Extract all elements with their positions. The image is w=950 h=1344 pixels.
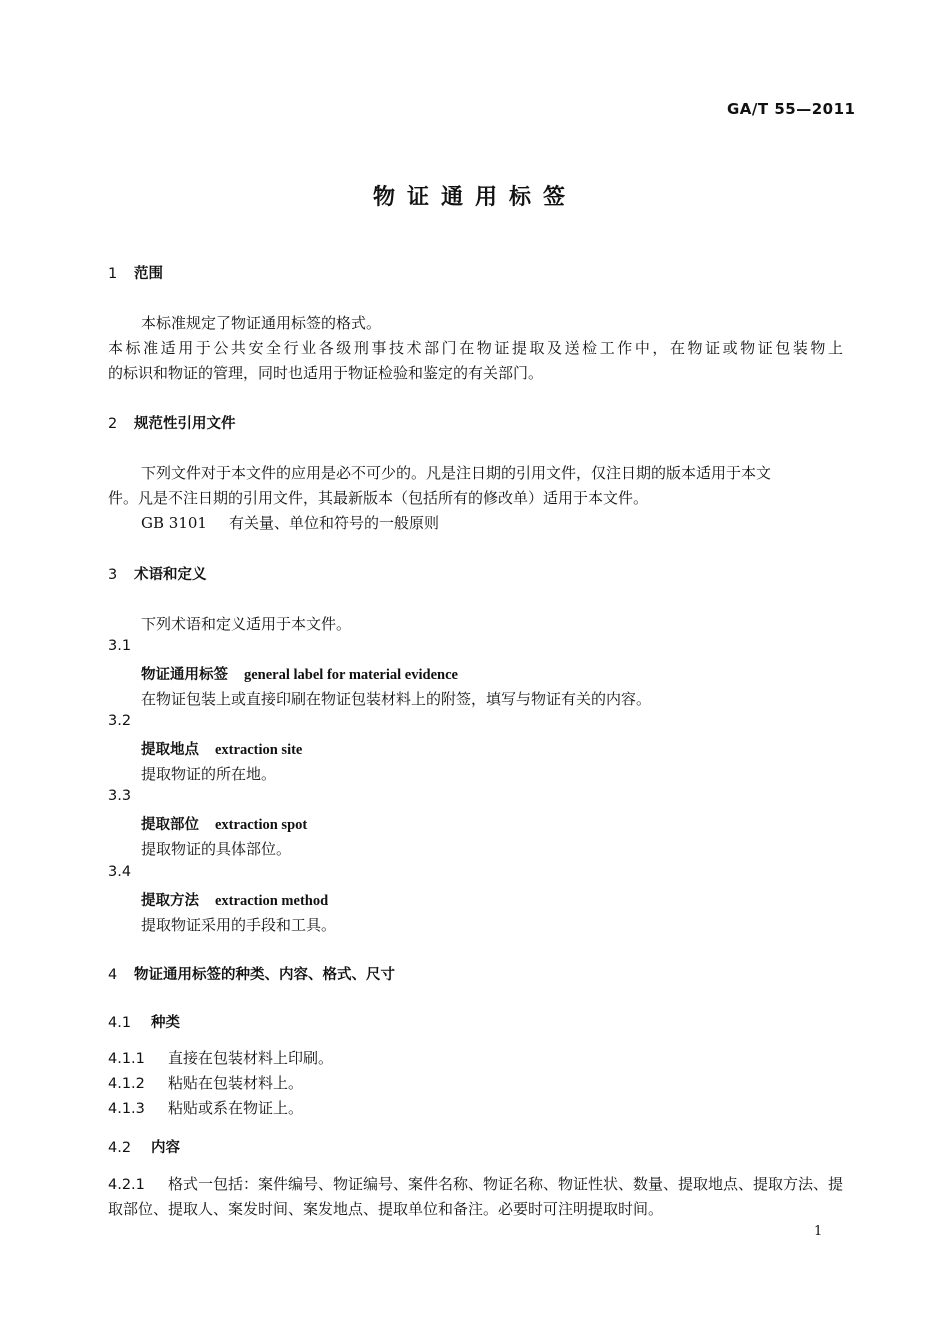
list-item (108, 1173, 843, 1194)
term-en: extraction site (215, 742, 303, 758)
term-en: extraction spot (215, 817, 308, 833)
term-number: 3.4 (108, 864, 132, 880)
subsection-title: 内容 (151, 1140, 180, 1156)
list-item (108, 1072, 303, 1093)
term-definition: 在物证包装上或直接印刷在物证包装材料上的附签，填写与物证有关的内容。 (141, 690, 652, 708)
subsection-title: 种类 (151, 1015, 180, 1031)
section-1-heading (108, 262, 163, 283)
subsection-number: 4.1 (108, 1015, 132, 1031)
term-definition: 提取物证的具体部位。 (141, 840, 292, 858)
section-number: 4 (108, 967, 118, 983)
paragraph: 本标准适用于公共安全行业各级刑事技术部门在物证提取及送检工作中，在物证或物证包装物上 (108, 339, 843, 357)
normative-reference (141, 512, 439, 533)
section-number: 1 (108, 266, 118, 282)
term-zh: 提取方法 (141, 893, 199, 909)
subsection-4-1-heading (108, 1011, 180, 1032)
term-zh: 物证通用标签 (141, 667, 228, 683)
item-text: 直接在包装材料上印刷。 (168, 1049, 334, 1067)
term-entry (141, 813, 307, 834)
term-en: general label for material evidence (244, 667, 458, 683)
item-number: 4.1.1 (108, 1051, 145, 1067)
section-title: 术语和定义 (134, 567, 207, 583)
term-number: 3.3 (108, 788, 132, 804)
term-entry (141, 889, 328, 910)
list-item (108, 1097, 303, 1118)
paragraph: 本标准规定了物证通用标签的格式。 (141, 314, 382, 332)
paragraph: 的标识和物证的管理，同时也适用于物证检验和鉴定的有关部门。 (108, 364, 544, 382)
section-2-heading (108, 412, 236, 433)
reference-code: GB 3101 (141, 514, 207, 532)
document-title: 物证通用标签 (372, 185, 577, 210)
standard-code: GA/T 55—2011 (727, 100, 856, 118)
term-number: 3.1 (108, 638, 132, 654)
section-3-heading (108, 563, 207, 584)
paragraph: 下列术语和定义适用于本文件。 (141, 615, 352, 633)
section-4-heading (108, 963, 395, 984)
paragraph: 取部位、提取人、案发时间、案发地点、提取单位和备注。必要时可注明提取时间。 (108, 1200, 664, 1218)
term-definition: 提取物证的所在地。 (141, 765, 277, 783)
paragraph: 下列文件对于本文件的应用是必不可少的。凡是注日期的引用文件，仅注日期的版本适用于本文 (141, 464, 772, 482)
term-zh: 提取部位 (141, 817, 199, 833)
item-number: 4.2.1 (108, 1177, 145, 1193)
reference-title: 有关量、单位和符号的一般原则 (228, 514, 439, 532)
section-number: 3 (108, 567, 118, 583)
term-definition: 提取物证采用的手段和工具。 (141, 916, 337, 934)
section-title: 物证通用标签的种类、内容、格式、尺寸 (134, 967, 395, 983)
item-text: 粘贴或系在物证上。 (168, 1099, 304, 1117)
item-number: 4.1.3 (108, 1101, 145, 1117)
term-zh: 提取地点 (141, 742, 199, 758)
item-number: 4.1.2 (108, 1076, 145, 1092)
subsection-number: 4.2 (108, 1140, 132, 1156)
section-title: 规范性引用文件 (134, 416, 236, 432)
section-number: 2 (108, 416, 118, 432)
item-text: 格式一包括：案件编号、物证编号、案件名称、物证名称、物证性状、数量、提取地点、提取方法、提 (168, 1175, 844, 1193)
subsection-4-2-heading (108, 1136, 180, 1157)
page-number: 1 (814, 1224, 823, 1239)
item-text: 粘贴在包装材料上。 (168, 1074, 304, 1092)
term-entry (141, 663, 458, 684)
paragraph: 件。凡是不注日期的引用文件，其最新版本（包括所有的修改单）适用于本文件。 (108, 489, 649, 507)
list-item (108, 1047, 333, 1068)
term-entry (141, 738, 302, 759)
term-en: extraction method (215, 893, 329, 909)
section-title: 范围 (134, 266, 163, 282)
term-number: 3.2 (108, 713, 132, 729)
